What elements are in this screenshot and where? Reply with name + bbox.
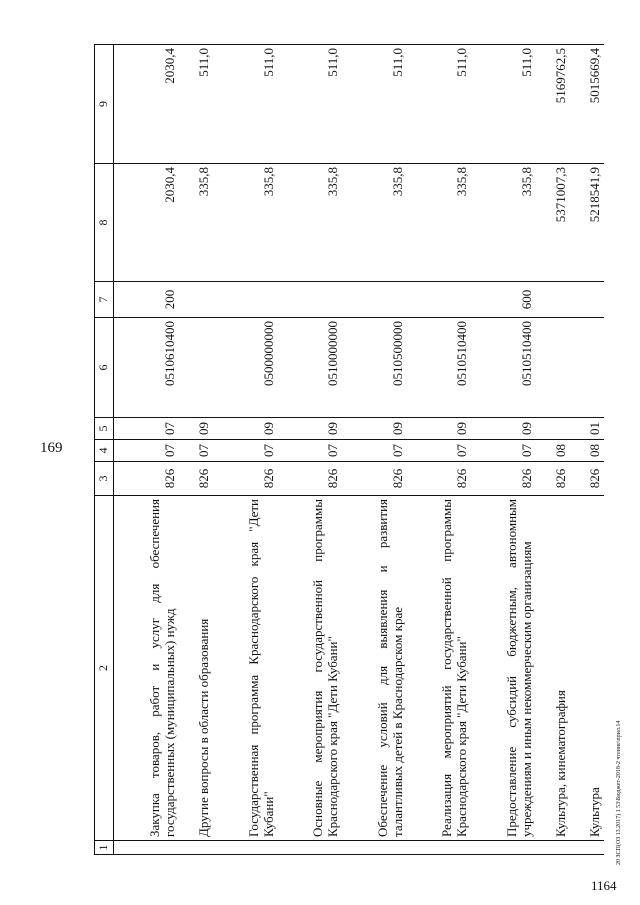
row-ved: 826	[342, 462, 406, 496]
row-sum-2019: 2030,4	[114, 164, 179, 282]
row-csr	[535, 318, 569, 418]
table-row	[342, 45, 406, 855]
row-cell-1	[213, 841, 277, 855]
row-rz: 08	[570, 440, 604, 462]
row-sum-2019: 5371007,3	[535, 164, 569, 282]
row-pr: 01	[570, 418, 604, 440]
row-name: Обеспечение условий для выявления и развития талантливых детей в Краснодарском крае	[342, 496, 406, 841]
row-rz: 07	[278, 440, 342, 462]
footer-file-code-text: 20 ЗСП(ОЗ 13.2017) 1 53\Бюджет-2018-2 чтение\прил.14	[616, 720, 622, 865]
row-ved: 826	[213, 462, 277, 496]
row-name: Закупка товаров, работ и услуг для обеспечения государственных (муниципальных) нужд	[114, 496, 179, 841]
row-cell-1	[535, 841, 569, 855]
row-csr: 0510510400	[407, 318, 471, 418]
row-rz: 07	[407, 440, 471, 462]
budget-table-rotated	[94, 45, 604, 855]
footer-file-code	[616, 545, 630, 865]
row-cell-1	[342, 841, 406, 855]
col-header-8: 8	[95, 164, 114, 282]
row-sum-2019: 5218541,9	[570, 164, 604, 282]
row-pr: 07	[114, 418, 179, 440]
row-sum-2020: 511,0	[407, 45, 471, 164]
row-pr: 09	[179, 418, 213, 440]
row-name: Реализация мероприятий государственной программы Краснодарского края "Дети Кубани"	[407, 496, 471, 841]
table-row	[407, 45, 471, 855]
col-header-7: 7	[95, 282, 114, 318]
row-csr: 0500000000	[213, 318, 277, 418]
row-name: Культура	[570, 496, 604, 841]
row-ved: 826	[179, 462, 213, 496]
row-csr: 0510500000	[342, 318, 406, 418]
row-rz: 08	[535, 440, 569, 462]
table-row	[471, 45, 535, 855]
col-header-9: 9	[95, 45, 114, 164]
table-row	[179, 45, 213, 855]
row-name: Предоставление субсидий бюджетным, автономным учреждениям и иным некоммерческим организациям	[471, 496, 535, 841]
row-vr	[179, 282, 213, 318]
row-rz: 07	[471, 440, 535, 462]
row-name: Государственная программа Краснодарского края "Дети Кубани"	[213, 496, 277, 841]
row-rz: 07	[114, 440, 179, 462]
row-rz: 07	[213, 440, 277, 462]
row-sum-2019: 335,8	[407, 164, 471, 282]
row-sum-2020: 2030,4	[114, 45, 179, 164]
row-sum-2019: 335,8	[278, 164, 342, 282]
row-sum-2019: 335,8	[471, 164, 535, 282]
row-pr: 09	[213, 418, 277, 440]
row-sum-2020: 5169762,5	[535, 45, 569, 164]
row-vr	[535, 282, 569, 318]
corner-page-number: 1164	[591, 878, 617, 893]
col-header-2: 2	[95, 496, 114, 841]
table-row	[114, 45, 179, 855]
row-sum-2019: 335,8	[213, 164, 277, 282]
row-name: Культура, кинематография	[535, 496, 569, 841]
row-ved: 826	[535, 462, 569, 496]
row-cell-1	[114, 841, 179, 855]
row-cell-1	[278, 841, 342, 855]
row-vr: 600	[471, 282, 535, 318]
row-sum-2020: 511,0	[278, 45, 342, 164]
row-sum-2020: 511,0	[471, 45, 535, 164]
col-header-5: 5	[95, 418, 114, 440]
row-vr	[407, 282, 471, 318]
row-csr	[179, 318, 213, 418]
col-header-4: 4	[95, 440, 114, 462]
row-vr	[570, 282, 604, 318]
col-header-1: 1	[95, 841, 114, 855]
row-cell-1	[471, 841, 535, 855]
table-row	[535, 45, 569, 855]
row-vr	[213, 282, 277, 318]
row-sum-2020: 511,0	[342, 45, 406, 164]
header-row	[95, 45, 114, 855]
row-ved: 826	[278, 462, 342, 496]
row-csr	[570, 318, 604, 418]
table-row	[213, 45, 277, 855]
row-ved: 826	[407, 462, 471, 496]
row-cell-1	[407, 841, 471, 855]
row-csr: 0510000000	[278, 318, 342, 418]
table-row	[278, 45, 342, 855]
row-csr: 0510510400	[471, 318, 535, 418]
row-sum-2019: 335,8	[342, 164, 406, 282]
row-cell-1	[570, 841, 604, 855]
row-cell-1	[179, 841, 213, 855]
budget-table	[94, 44, 604, 855]
row-pr: 09	[342, 418, 406, 440]
row-vr	[342, 282, 406, 318]
row-pr: 09	[278, 418, 342, 440]
row-rz: 07	[179, 440, 213, 462]
row-ved: 826	[570, 462, 604, 496]
page-number: 169	[40, 440, 63, 456]
row-name: Основные мероприятия государственной программы Краснодарского края "Дети Кубани"	[278, 496, 342, 841]
col-header-3: 3	[95, 462, 114, 496]
row-name: Другие вопросы в области образования	[179, 496, 213, 841]
row-pr: 09	[471, 418, 535, 440]
row-sum-2020: 511,0	[213, 45, 277, 164]
row-pr	[535, 418, 569, 440]
row-pr: 09	[407, 418, 471, 440]
table-row	[570, 45, 604, 855]
row-vr	[278, 282, 342, 318]
col-header-6: 6	[95, 318, 114, 418]
row-vr: 200	[114, 282, 179, 318]
row-ved: 826	[114, 462, 179, 496]
row-rz: 07	[342, 440, 406, 462]
row-sum-2020: 511,0	[179, 45, 213, 164]
row-sum-2019: 335,8	[179, 164, 213, 282]
row-csr: 0510610400	[114, 318, 179, 418]
row-ved: 826	[471, 462, 535, 496]
row-sum-2020: 5015669,4	[570, 45, 604, 164]
